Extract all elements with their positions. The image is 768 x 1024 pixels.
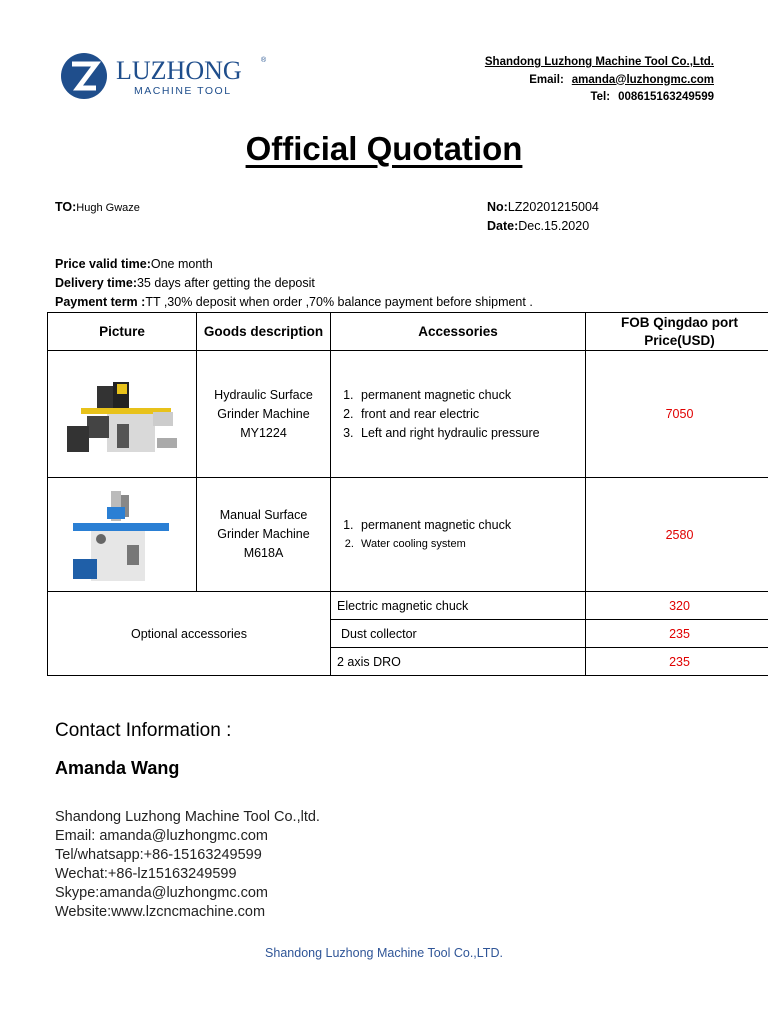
product-picture <box>48 351 197 478</box>
recipient: TO:Hugh Gwaze <box>55 200 140 214</box>
price: 7050 <box>586 351 768 478</box>
contact-line: Wechat:+86-lz15163249599 <box>55 866 237 882</box>
table-row <box>48 592 768 620</box>
company-info: Shandong Luzhong Machine Tool Co.,Ltd. Email: amanda@luzhongmc.com Tel: 008615163249599 <box>484 56 714 103</box>
contact-heading: Contact Information : <box>55 720 232 741</box>
list-item: 2. Water cooling system <box>357 535 585 554</box>
contact-details <box>55 808 320 922</box>
header-accessories: Accessories <box>331 313 586 351</box>
logo-sub: MACHINE TOOL <box>134 85 232 97</box>
table-row <box>48 478 768 592</box>
list-item: 3. Left and right hydraulic pressure <box>357 424 585 443</box>
optional-item: 2 axis DRO <box>331 648 586 676</box>
company-logo <box>60 50 275 102</box>
list-item: 1. permanent magnetic chuck <box>357 386 585 405</box>
optional-item: Dust collector <box>331 620 586 648</box>
contact-line: Tel/whatsapp:+86-15163249599 <box>55 847 262 863</box>
optional-accessories-label: Optional accessories <box>48 592 331 676</box>
optional-price: 235 <box>586 648 768 676</box>
company-email[interactable]: amanda@luzhongmc.com <box>571 73 714 86</box>
list-item: 1. permanent magnetic chuck <box>357 516 585 535</box>
list-item: 2. front and rear electric <box>357 405 585 424</box>
quote-number: LZ20201215004 <box>507 200 599 214</box>
hydraulic-grinder-image <box>57 368 187 460</box>
optional-item: Electric magnetic chuck <box>331 592 586 620</box>
manual-grinder-image <box>67 485 177 585</box>
header-price: FOB Qingdao port Price(USD) <box>586 313 768 351</box>
accessories-list <box>331 478 586 592</box>
accessories-list <box>331 351 586 478</box>
contact-line: Shandong Luzhong Machine Tool Co.,ltd. <box>55 809 320 825</box>
contact-line: Email: amanda@luzhongmc.com <box>55 828 268 844</box>
company-name: Shandong Luzhong Machine Tool Co.,Ltd. <box>484 56 714 68</box>
optional-price: 320 <box>586 592 768 620</box>
contact-line: Skype:amanda@luzhongmc.com <box>55 885 268 901</box>
header-goods: Goods description <box>197 313 331 351</box>
terms: Price valid time:One month Delivery time:35 days after getting the deposit Payment term :TT ,30% deposit when order ,70% balance payment before shipment . <box>55 257 533 309</box>
optional-price: 235 <box>586 620 768 648</box>
goods-description: Manual Surface Grinder Machine M618A <box>197 478 331 592</box>
price: 2580 <box>586 478 768 592</box>
quote-number-date: No:LZ20201215004 Date:Dec.15.2020 <box>487 200 599 233</box>
quote-table <box>47 312 768 676</box>
product-picture <box>48 478 197 592</box>
svg-text:®: ® <box>261 57 267 64</box>
table-header-row <box>48 313 768 351</box>
footer-company: Shandong Luzhong Machine Tool Co.,LTD. <box>265 946 503 960</box>
quote-date: Dec.15.2020 <box>518 219 590 233</box>
goods-description: Hydraulic Surface Grinder Machine MY1224 <box>197 351 331 478</box>
company-tel: 008615163249599 <box>618 91 714 103</box>
logo-brand: LUZHONG <box>116 56 242 85</box>
contact-line: Website:www.lzcncmachine.com <box>55 904 266 920</box>
page-title: Official Quotation <box>245 130 523 167</box>
header-picture: Picture <box>48 313 197 351</box>
contact-name: Amanda Wang <box>55 758 180 778</box>
table-row <box>48 351 768 478</box>
